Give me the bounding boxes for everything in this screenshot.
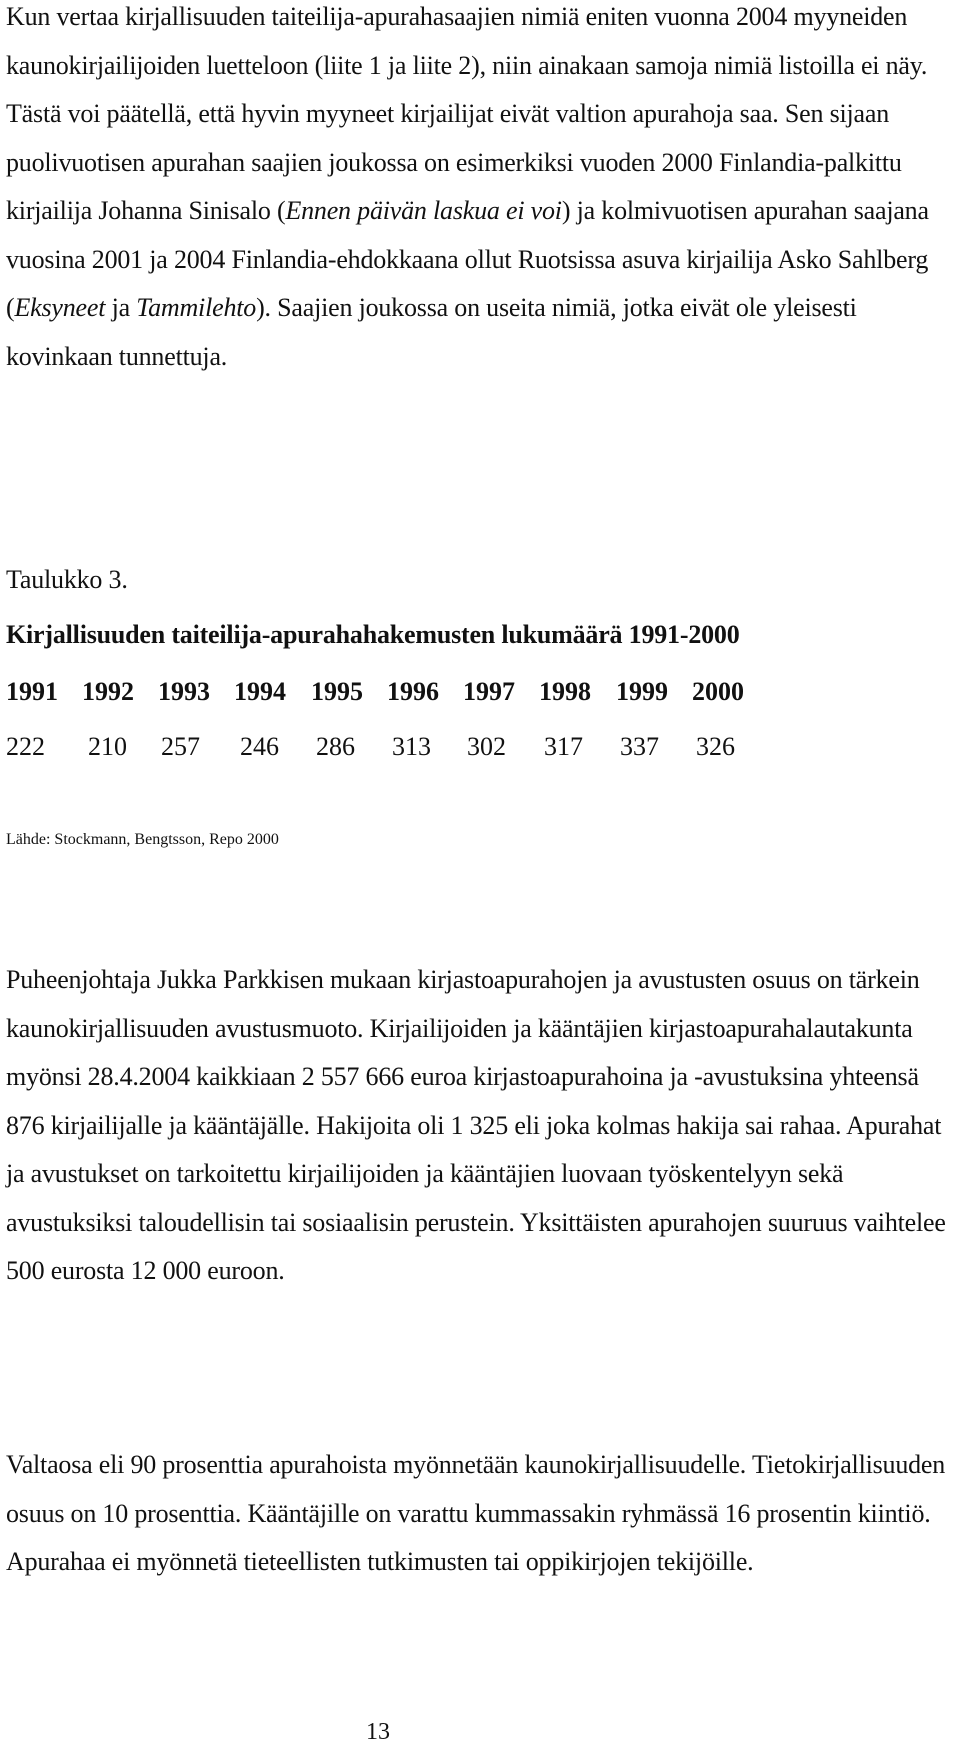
paragraph-stipend-names xyxy=(6,0,950,381)
table-year-cell: 1997 xyxy=(463,677,515,706)
book-title: Tammilehto xyxy=(136,293,257,322)
table-year-cell: 1992 xyxy=(82,677,134,706)
paragraph-text: ). Saajien joukossa on useita nimiä, jotka eivät ole yleisesti kovinkaan tunnettuja. xyxy=(6,293,857,371)
table-source: Lähde: Stockmann, Bengtsson, Repo 2000 xyxy=(6,831,279,848)
paragraph-text: Kun vertaa kirjallisuuden taiteilija-apurahasaajien nimiä eniten vuonna 2004 myyneiden kaunokirjailijoiden luetteloon (liite 1 ja liite 2), niin ainakaan samoja nimiä listoilla ei näy. Tästä voi päätellä, että hyvin myyneet kirjailijat eivät valtion apurahoja saa. Sen sijaan puolivuotisen apurahan saajien joukossa on esimerkiksi vuoden 2000 Finlandia-palkittu kirjailija Johanna Sinisalo ( xyxy=(6,2,928,225)
table-year-cell: 1999 xyxy=(616,677,668,706)
book-title: Ennen päivän laskua ei voi xyxy=(285,196,562,225)
table-year-cell: 1991 xyxy=(6,677,58,706)
table-year-cell: 1996 xyxy=(387,677,439,706)
table-year-cell: 1995 xyxy=(311,677,363,706)
table-year-cell: 1998 xyxy=(539,677,591,706)
table-count-cell: 313 xyxy=(392,732,431,761)
table-count-cell: 246 xyxy=(240,732,279,761)
table-count-cell: 326 xyxy=(696,732,735,761)
table-count-cell: 210 xyxy=(88,732,127,761)
table-title: Kirjallisuuden taiteilija-apurahahakemusten lukumäärä 1991-2000 xyxy=(6,620,740,649)
paragraph-library-grants: Puheenjohtaja Jukka Parkkisen mukaan kirjastoapurahojen ja avustusten osuus on tärkein kaunokirjallisuuden avustusmuoto. Kirjailijoiden ja kääntäjien kirjastoapurahalautakunta myönsi 28.4.2004 kaikkiaan 2 557 666 euroa kirjastoapurahoina ja -avustuksina yhteensä 876 kirjailijalle ja kääntäjälle. Hakijoita oli 1 325 eli joka kolmas hakija sai rahaa. Apurahat ja avustukset on tarkoitettu kirjailijoiden ja kääntäjien luovaan työskentelyyn sekä avustuksiksi taloudellisin tai sosiaalisin perustein. Yksittäisten apurahojen suuruus vaihtelee 500 eurosta 12 000 euroon. xyxy=(6,965,946,1285)
paragraph-text: ja xyxy=(105,293,137,322)
table-count-cell: 286 xyxy=(316,732,355,761)
table-year-cell: 2000 xyxy=(692,677,744,706)
page-number: 13 xyxy=(366,1719,390,1745)
table-count-cell: 257 xyxy=(161,732,200,761)
paragraph-text: ) ja kolmivuotisen apurahan saajana vuosina 2001 ja 2004 Finlandia-ehdokkaana ollut Ruotsissa asuva kirjailija Asko Sahlberg ( xyxy=(6,196,929,322)
table-count-cell: 337 xyxy=(620,732,659,761)
paragraph-grant-shares: Valtaosa eli 90 prosenttia apurahoista myönnetään kaunokirjallisuudelle. Tietokirjallisuuden osuus on 10 prosenttia. Kääntäjille on varattu kummassakin ryhmässä 16 prosentin kiintiö. Apurahaa ei myönnetä tieteellisten tutkimusten tai oppikirjojen tekijöille. xyxy=(6,1450,946,1576)
table-year-cell: 1994 xyxy=(234,677,286,706)
table-count-cell: 222 xyxy=(6,732,45,761)
table-count-cell: 302 xyxy=(467,732,506,761)
book-title: Eksyneet xyxy=(14,293,106,322)
table-year-cell: 1993 xyxy=(158,677,210,706)
table-caption: Taulukko 3. xyxy=(6,565,128,594)
table-count-cell: 317 xyxy=(544,732,583,761)
